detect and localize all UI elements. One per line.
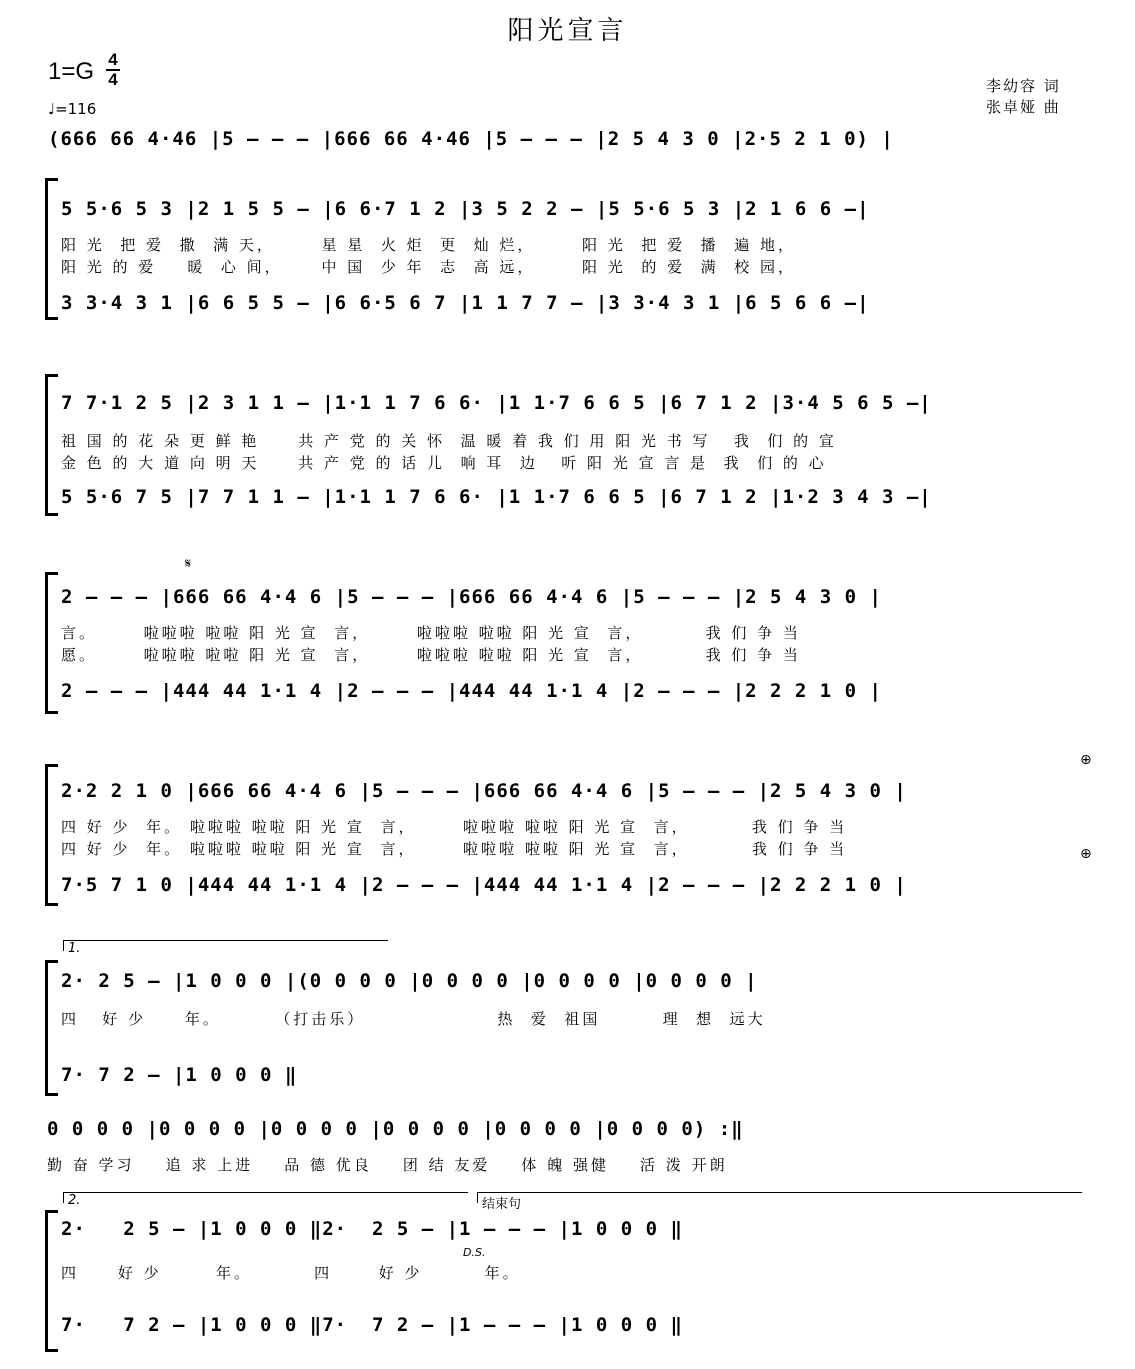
score-system-2: [45, 366, 1090, 526]
upper-voice: 2· 2 5 – |1 0 0 0 |(0 0 0 0 |0 0 0 0 |0 0 0 0 |0 0 0 0 |: [61, 970, 758, 992]
score-system-4: [45, 752, 1092, 916]
key-signature: 1=G: [48, 58, 95, 85]
ending-label: 结束句: [477, 1192, 1082, 1203]
lower-voice: 5 5·6 7 5 |7 7 1 1 – |1·1 1 7 6 6· |1 1·7 6 6 5 |6 7 1 2 |1·2 3 4 3 –|: [61, 486, 932, 508]
upper-voice: 7 7·1 2 5 |2 3 1 1 – |1·1 1 7 6 6· |1 1·7 6 6 5 |6 7 1 2 |3·4 5 6 5 –|: [61, 392, 932, 414]
lyric-verse-1: 四 好 少 年。 （打击乐） 热 爱 祖国 理 想 远大: [61, 1010, 766, 1028]
lyric-verse-1: 言。 啦啦啦 啦啦 阳 光 宣 言， 啦啦啦 啦啦 阳 光 宣 言， 我 们 争 当: [61, 624, 801, 642]
upper-voice: 2· 2 5 – |1 0 0 0 ‖2· 2 5 – |1 – – – |1 0 0 0 ‖: [61, 1218, 683, 1240]
intro-line: (666 66 4·46 |5 – – – |666 66 4·46 |5 – – – |2 5 4 3 0 |2·5 2 1 0) |: [48, 128, 894, 150]
lyric-verse-2: 阳 光 的 爱 暖 心 间， 中 国 少 年 志 高 远， 阳 光 的 爱 满 校 园，: [61, 258, 796, 276]
lyricist: 李幼容 词: [986, 77, 1061, 95]
upper-voice: 2 – – – |666 66 4·4 6 |5 – – – |666 66 4·4 6 |5 – – – |2 5 4 3 0 |: [61, 586, 882, 608]
song-title: 阳光宣言: [507, 16, 628, 46]
percussion-line: 0 0 0 0 |0 0 0 0 |0 0 0 0 |0 0 0 0 |0 0 0 0 |0 0 0 0) :‖: [47, 1118, 744, 1140]
score-system-5: [45, 940, 1090, 1100]
volta-2: 2.: [63, 1192, 468, 1203]
coda-mark: ⊕: [1080, 752, 1092, 768]
time-sig-bottom: 4: [108, 70, 118, 89]
time-signature: [106, 52, 120, 88]
lower-voice: 7· 7 2 – |1 0 0 0 ‖: [61, 1064, 298, 1086]
tempo-marking: ♩=116: [48, 100, 97, 118]
credits: [986, 76, 1061, 118]
lyric-verse-1: 阳 光 把 爱 撒 满 天， 星 星 火 炬 更 灿 烂， 阳 光 把 爱 播 遍 地，: [61, 236, 796, 254]
lower-voice: 7· 7 2 – |1 0 0 0 ‖7· 7 2 – |1 – – – |1 0 0 0 ‖: [61, 1314, 683, 1336]
volta-1: 1.: [63, 940, 388, 951]
lyric-verse-2: 四 好 少 年。 啦啦啦 啦啦 阳 光 宣 言， 啦啦啦 啦啦 阳 光 宣 言， 我 们 争 当: [61, 840, 848, 858]
lyric-verse-2: 愿。 啦啦啦 啦啦 阳 光 宣 言， 啦啦啦 啦啦 阳 光 宣 言， 我 们 争 当: [61, 646, 801, 664]
lower-voice: 3 3·4 3 1 |6 6 5 5 – |6 6·5 6 7 |1 1 7 7 – |3 3·4 3 1 |6 5 6 6 –|: [61, 292, 870, 314]
lyric-percussion: 勤 奋 学习 追 求 上进 品 德 优良 团 结 友爱 体 魄 强健 活 泼 开朗: [47, 1156, 728, 1174]
lyric-verse-1: 祖 国 的 花 朵 更 鲜 艳 共 产 党 的 关 怀 温 暖 着 我 们 用 阳 光 书 写 我 们 的 宣: [61, 432, 837, 450]
ds-mark: D.S.: [463, 1246, 486, 1259]
score-system-3: [45, 556, 1090, 720]
coda-mark-2: ⊕: [1080, 846, 1092, 862]
lower-voice: 7·5 7 1 0 |444 44 1·1 4 |2 – – – |444 44 1·1 4 |2 – – – |2 2 2 1 0 |: [61, 874, 907, 896]
score-system-7: [45, 1188, 1090, 1358]
lyric-verse-2: 金 色 的 大 道 向 明 天 共 产 党 的 话 儿 响 耳 边 听 阳 光 宣 言 是 我 们 的 心: [61, 454, 827, 472]
segno-mark: 𝄋: [185, 556, 192, 572]
composer: 张卓娅 曲: [986, 98, 1061, 116]
upper-voice: 5 5·6 5 3 |2 1 5 5 – |6 6·7 1 2 |3 5 2 2 – |5 5·6 5 3 |2 1 6 6 –|: [61, 198, 870, 220]
lyric-verse-1: 四 好 少 年。 四 好 少 年。: [61, 1264, 521, 1282]
time-sig-top: 4: [108, 50, 118, 69]
lyric-verse-1: 四 好 少 年。 啦啦啦 啦啦 阳 光 宣 言， 啦啦啦 啦啦 阳 光 宣 言， 我 们 争 当: [61, 818, 848, 836]
score-system-6: [45, 1116, 1090, 1176]
lower-voice: 2 – – – |444 44 1·1 4 |2 – – – |444 44 1·1 4 |2 – – – |2 2 2 1 0 |: [61, 680, 882, 702]
upper-voice: 2·2 2 1 0 |666 66 4·4 6 |5 – – – |666 66 4·4 6 |5 – – – |2 5 4 3 0 |: [61, 780, 907, 802]
score-system-1: [45, 170, 1090, 330]
